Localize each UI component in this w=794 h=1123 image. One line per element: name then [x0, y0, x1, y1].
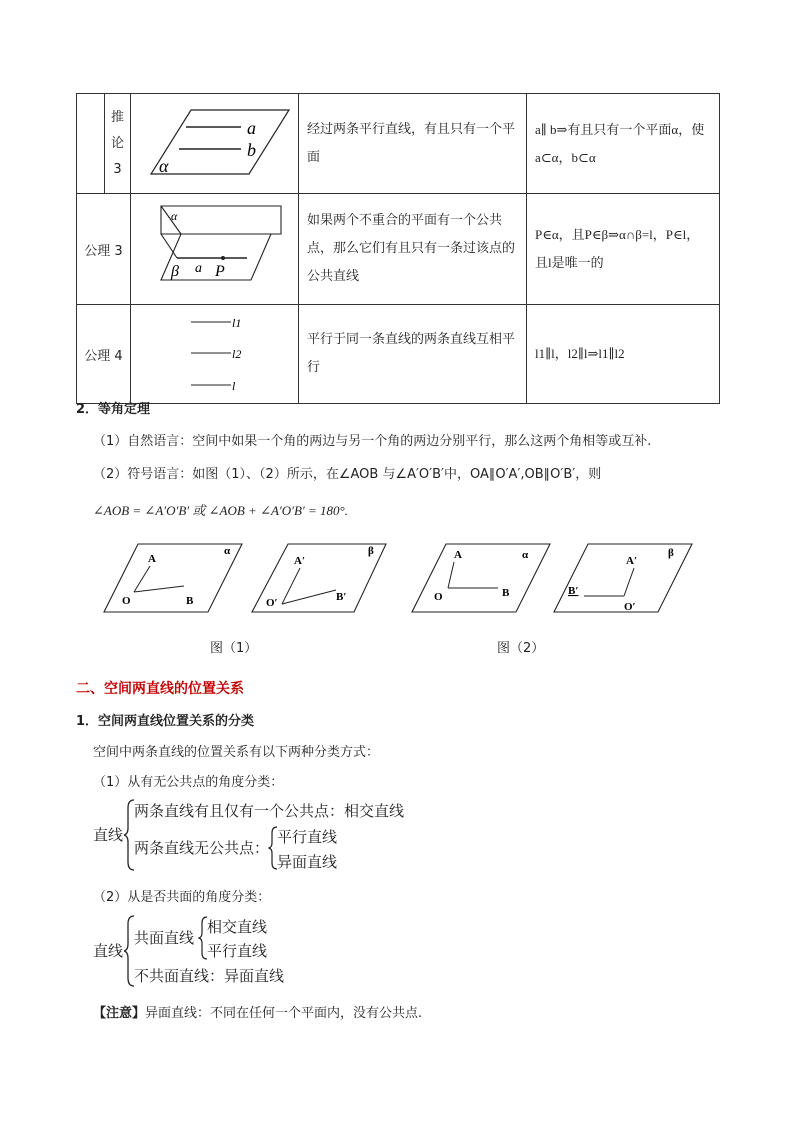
figure-caption-2: 图（2）: [497, 641, 545, 656]
statement-cell: [299, 94, 527, 194]
angle-equation: ∠AOB = ∠A′O′B′ 或 ∠AOB + ∠A′O′B′ = 180°.: [93, 503, 348, 518]
point-a-label: A: [148, 553, 156, 565]
axiom-label: 公理 3: [84, 243, 123, 259]
plane-alpha-label: α: [522, 549, 529, 561]
class2-option-a2: 平行直线: [207, 942, 268, 960]
symbol-cell: [527, 94, 720, 194]
point-b-label: B: [186, 595, 194, 607]
parallel-lines-plane-figure: [131, 94, 298, 189]
point-p-label: P: [215, 263, 225, 280]
plane-beta-label: β: [171, 263, 179, 280]
class2-option-a: 共面直线: [134, 929, 195, 947]
row-label-cell: [77, 194, 131, 305]
figure-1a: [100, 540, 250, 616]
figure-2a: [408, 540, 558, 616]
note: [93, 1002, 422, 1021]
plane-alpha-label: α: [159, 156, 169, 176]
intersecting-planes-figure: [131, 194, 298, 300]
axiom-statement: 如果两个不重合的平面有一个公共点，那么它们有且只有一条过该点的公共直线: [307, 213, 516, 284]
figure-1b: [248, 540, 398, 616]
class1-option-b2: 异面直线: [277, 853, 338, 871]
label-char: 论: [110, 135, 124, 151]
label-char: 推: [110, 109, 124, 125]
three-parallel-lines-figure: [131, 305, 298, 399]
class1-option-a: 两条直线有且仅有一个公共点：相交直线: [134, 802, 405, 820]
line-a-label: a: [247, 118, 256, 138]
axiom-symbolic: a∥ b⇒有且只有一个平面α，使a⊂α，b⊂α: [535, 121, 705, 165]
sub-heading: 1．空间两直线位置关系的分类: [76, 714, 255, 729]
axiom-symbolic: l1∥l，l2∥l⇒l1∥l2: [535, 346, 625, 361]
section-heading: 2．等角定理: [76, 402, 151, 417]
plane-beta-label: β: [368, 545, 374, 557]
figure-cell: [131, 94, 299, 194]
figure-cell: [131, 305, 299, 404]
plane-beta-label: β: [668, 547, 674, 559]
row-label-cell: [77, 305, 131, 404]
row-label-cell: [105, 94, 131, 194]
plane-alpha-label: α: [224, 545, 231, 557]
label-char: 3: [113, 161, 122, 177]
point-b-label: B: [502, 587, 510, 599]
axiom-label: 公理 4: [84, 348, 123, 364]
classification-2-title: （2）从是否共面的角度分类：: [93, 890, 271, 905]
intro-text: 空间中两条直线的位置关系有以下两种分类方式：: [93, 745, 380, 760]
axiom-statement: 经过两条平行直线，有且只有一个平面: [307, 121, 516, 165]
point-a-label: A: [454, 549, 462, 561]
point-b-prime-label: B′: [568, 585, 579, 597]
point-o-label: O: [434, 591, 443, 603]
line-b-label: b: [247, 140, 256, 160]
class2-option-b: 不共面直线：异面直线: [134, 967, 285, 985]
note-text: 异面直线：不同在任何一个平面内，没有公共点.: [145, 1006, 423, 1021]
plane-alpha-label: α: [171, 209, 178, 223]
line-a-label: a: [195, 261, 202, 276]
point-b-prime-label: B′: [336, 591, 347, 603]
line-l2-label: l2: [232, 347, 242, 361]
symbolic-language-text: （2）符号语言：如图（1）、（2）所示，在∠AOB 与∠A′O′B′中，OA∥O′A′,OB∥O′B′，则: [93, 467, 602, 482]
class2-root: 直线: [93, 942, 124, 960]
axiom-statement: 平行于同一条直线的两条直线互相平行: [307, 332, 516, 375]
symbol-cell: [527, 305, 720, 404]
figure-cell: [131, 194, 299, 305]
natural-language-text: （1）自然语言：空间中如果一个角的两边与另一个角的两边分别平行，那么这两个角相等或互补.: [93, 434, 652, 449]
line-l1-label: l1: [232, 316, 242, 330]
axiom-symbolic: P∈α，且P∈β⇒α∩β=l，P∈l，且l是唯一的: [535, 227, 700, 270]
part-heading: 二、空间两直线的位置关系: [76, 681, 244, 697]
axioms-table: [76, 93, 720, 404]
point-a-prime-label: A′: [626, 555, 638, 567]
point-o-prime-label: O′: [624, 601, 636, 613]
statement-cell: [299, 305, 527, 404]
note-tag: 【注意】: [93, 1006, 146, 1021]
class2-option-a1: 相交直线: [207, 918, 268, 936]
row-empty-cell: [77, 94, 105, 194]
symbol-cell: [527, 194, 720, 305]
class1-option-b1: 平行直线: [277, 828, 338, 846]
table-row: [77, 94, 720, 194]
figure-caption-1: 图（1）: [210, 641, 258, 656]
table-row: [77, 305, 720, 404]
class1-option-b: 两条直线无公共点：: [134, 839, 270, 857]
point-a-prime-label: A′: [294, 555, 306, 567]
point-o-label: O: [122, 595, 131, 607]
class1-root: 直线: [93, 826, 124, 844]
line-l-label: l: [232, 379, 236, 393]
statement-cell: [299, 194, 527, 305]
table-row: [77, 194, 720, 305]
point-o-prime-label: O′: [266, 597, 278, 609]
figure-2b: [550, 540, 700, 616]
classification-1-title: （1）从有无公共点的角度分类：: [93, 775, 284, 790]
